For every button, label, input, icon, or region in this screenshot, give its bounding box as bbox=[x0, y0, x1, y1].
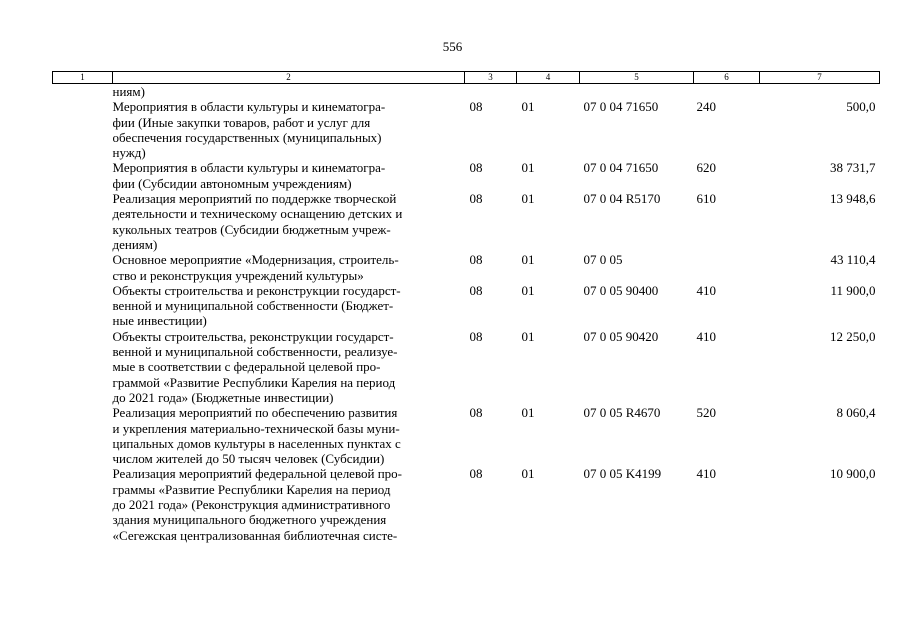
cell-sum: 43 110,4 bbox=[830, 252, 876, 268]
cell-number bbox=[53, 191, 113, 252]
name-line: Объекты строительства и реконструкции государст- bbox=[112, 282, 401, 298]
name-line: ство и реконструкция учреждений культуры» bbox=[112, 267, 364, 283]
name-line: Основное мероприятие «Модернизация, строитель- bbox=[112, 252, 399, 268]
cell-expense-type bbox=[694, 252, 760, 283]
cell-section: 08 bbox=[469, 466, 483, 482]
name-line: мые в соответствии с федеральной целевой про- bbox=[112, 359, 381, 375]
header-col-1: 1 bbox=[53, 72, 113, 84]
name-line: Реализация мероприятий федеральной целевой про- bbox=[112, 466, 402, 482]
cell-name bbox=[113, 405, 465, 466]
table-row bbox=[53, 84, 880, 100]
cell-section: 08 bbox=[469, 99, 483, 115]
table-row bbox=[53, 405, 880, 466]
name-line: до 2021 года» (Бюджетные инвестиции) bbox=[112, 389, 334, 405]
cell-subsection: 01 bbox=[521, 99, 535, 115]
cell-section: 08 bbox=[469, 282, 483, 298]
table-body bbox=[53, 84, 880, 543]
name-line: Реализация мероприятий по поддержке творческой bbox=[112, 191, 397, 207]
cell-name bbox=[113, 84, 465, 100]
header-col-6: 6 bbox=[694, 72, 760, 84]
cell-subsection: 01 bbox=[521, 282, 535, 298]
name-line: Объекты строительства, реконструкции государст- bbox=[112, 328, 394, 344]
cell-expense-type: 520 bbox=[696, 405, 716, 421]
name-line: венной и муниципальной собственности (Бюджет- bbox=[112, 298, 394, 314]
cell-expense-type: 410 bbox=[696, 328, 716, 344]
name-line: фии (Иные закупки товаров, работ и услуг для bbox=[112, 114, 371, 130]
cell-number bbox=[53, 466, 113, 542]
cell-expense-type: 610 bbox=[696, 191, 716, 207]
cell-subsection: 01 bbox=[521, 405, 535, 421]
cell-target-article: 07 0 04 71650 bbox=[583, 160, 659, 176]
budget-table bbox=[52, 71, 880, 543]
table-row bbox=[53, 329, 880, 405]
cell-name bbox=[113, 252, 465, 283]
name-line: венной и муниципальной собственности, реализуе- bbox=[112, 344, 398, 360]
table-row bbox=[53, 466, 880, 542]
cell-name bbox=[113, 283, 465, 329]
cell-number bbox=[53, 99, 113, 160]
cell-target-article bbox=[580, 84, 694, 100]
cell-target-article: 07 0 05 90400 bbox=[583, 282, 659, 298]
cell-target-article: 07 0 05 R4670 bbox=[583, 405, 661, 421]
name-line: числом жителей до 50 тысяч человек (Субсидии) bbox=[112, 451, 385, 467]
cell-sum: 500,0 bbox=[846, 99, 876, 115]
page-number: 556 bbox=[442, 39, 463, 54]
name-line: ципальных домов культуры в населенных пунктах с bbox=[112, 435, 401, 451]
cell-sum: 12 250,0 bbox=[830, 328, 876, 344]
table-row bbox=[53, 99, 880, 160]
cell-section bbox=[465, 84, 517, 100]
header-col-7: 7 bbox=[760, 72, 880, 84]
cell-expense-type bbox=[694, 84, 760, 100]
cell-section: 08 bbox=[469, 405, 483, 421]
table-row bbox=[53, 252, 880, 283]
name-line: кукольных театров (Субсидии бюджетным учреж- bbox=[112, 221, 391, 237]
cell-section: 08 bbox=[469, 160, 483, 176]
cell-subsection: 01 bbox=[521, 160, 535, 176]
name-line: граммой «Развитие Республики Карелия на период bbox=[112, 374, 396, 390]
name-line: и укрепления материально-технической базы муни- bbox=[112, 420, 400, 436]
table-header bbox=[53, 72, 880, 84]
cell-name bbox=[113, 191, 465, 252]
cell-number bbox=[53, 252, 113, 283]
name-line: здания муниципального бюджетного учреждения bbox=[112, 512, 387, 528]
cell-sum: 13 948,6 bbox=[830, 191, 876, 207]
header-col-4: 4 bbox=[517, 72, 580, 84]
cell-number bbox=[53, 160, 113, 191]
name-line: обеспечения государственных (муниципальных) bbox=[112, 129, 382, 145]
name-line: ные инвестиции) bbox=[112, 313, 207, 329]
cell-sum: 11 900,0 bbox=[830, 282, 876, 298]
header-col-3: 3 bbox=[465, 72, 517, 84]
cell-section: 08 bbox=[469, 328, 483, 344]
cell-name bbox=[113, 99, 465, 160]
cell-subsection: 01 bbox=[521, 252, 535, 268]
cell-section: 08 bbox=[469, 252, 483, 268]
name-line: Мероприятия в области культуры и кинематогра- bbox=[112, 160, 386, 176]
header-col-2: 2 bbox=[113, 72, 465, 84]
cell-target-article: 07 0 05 K4199 bbox=[583, 466, 662, 482]
cell-number bbox=[53, 405, 113, 466]
header-row bbox=[53, 72, 880, 84]
name-line: деятельности и техническому оснащению детских и bbox=[112, 206, 403, 222]
cell-subsection: 01 bbox=[521, 328, 535, 344]
cell-target-article: 07 0 04 R5170 bbox=[583, 191, 661, 207]
table-row bbox=[53, 160, 880, 191]
name-line: нужд) bbox=[112, 145, 146, 161]
name-line: фии (Субсидии автономным учреждениям) bbox=[112, 175, 352, 191]
name-line: «Сегежская централизованная библиотечная систе- bbox=[112, 527, 398, 543]
cell-number bbox=[53, 329, 113, 405]
cell-target-article: 07 0 05 90420 bbox=[583, 328, 659, 344]
cell-subsection: 01 bbox=[521, 191, 535, 207]
table-row bbox=[53, 283, 880, 329]
cell-expense-type: 240 bbox=[696, 99, 716, 115]
cell-target-article: 07 0 04 71650 bbox=[583, 99, 659, 115]
cell-expense-type: 410 bbox=[696, 282, 716, 298]
cell-number bbox=[53, 283, 113, 329]
name-line: дениям) bbox=[112, 236, 158, 252]
cell-name bbox=[113, 329, 465, 405]
cell-sum: 10 900,0 bbox=[830, 466, 876, 482]
name-line: ниям) bbox=[112, 84, 145, 99]
cell-section: 08 bbox=[469, 191, 483, 207]
cell-name bbox=[113, 466, 465, 542]
cell-sum: 8 060,4 bbox=[836, 405, 876, 421]
cell-sum: 38 731,7 bbox=[830, 160, 876, 176]
cell-sum bbox=[760, 84, 880, 100]
cell-number bbox=[53, 84, 113, 100]
name-line: Мероприятия в области культуры и кинематогра- bbox=[112, 99, 386, 115]
cell-subsection bbox=[517, 84, 580, 100]
name-line: граммы «Развитие Республики Карелия на период bbox=[112, 481, 391, 497]
cell-expense-type: 620 bbox=[696, 160, 716, 176]
cell-name bbox=[113, 160, 465, 191]
header-col-5: 5 bbox=[580, 72, 694, 84]
table-row bbox=[53, 191, 880, 252]
name-line: Реализация мероприятий по обеспечению развития bbox=[112, 405, 398, 421]
cell-target-article: 07 0 05 bbox=[583, 252, 623, 268]
cell-expense-type: 410 bbox=[696, 466, 716, 482]
cell-subsection: 01 bbox=[521, 466, 535, 482]
name-line: до 2021 года» (Реконструкция административного bbox=[112, 497, 391, 513]
